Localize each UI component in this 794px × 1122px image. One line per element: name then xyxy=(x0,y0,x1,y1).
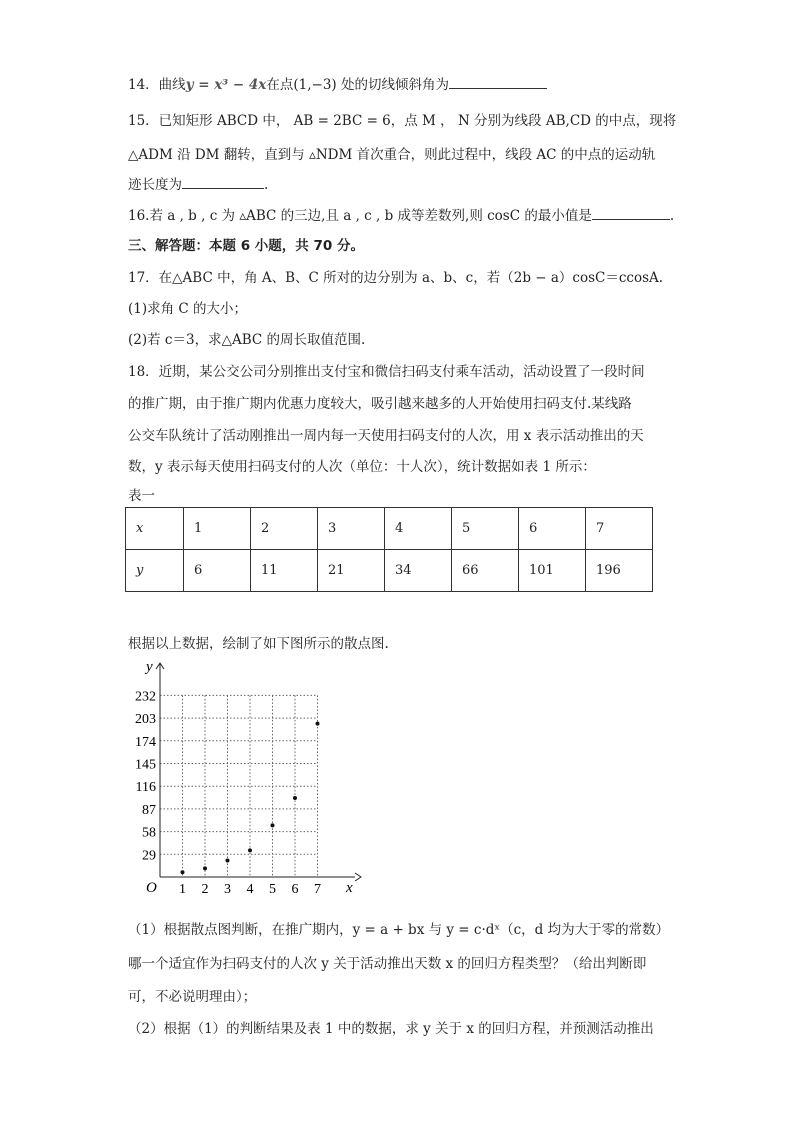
table-cell: 5 xyxy=(452,508,519,550)
q14-label: 14．曲线 xyxy=(128,77,186,93)
table-cell: 1 xyxy=(184,508,251,550)
table-cell: 7 xyxy=(586,508,653,550)
y-tick-label: 116 xyxy=(135,780,156,796)
table-cell: 66 xyxy=(452,550,519,592)
origin-label: O xyxy=(146,880,157,895)
table-cell: 6 xyxy=(519,508,586,550)
data-table xyxy=(125,507,653,592)
y-axis-label: y xyxy=(146,659,153,675)
table-cell: 3 xyxy=(318,508,385,550)
q18-sub2-line1: （2）根据（1）的判断结果及表 1 中的数据，求 y 关于 x 的回归方程，并预测活动推出 xyxy=(128,1021,654,1037)
q18-line3: 公交车队统计了活动刚推出一周内每一天使用扫码支付的人次，用 x 表示活动推出的天 xyxy=(128,428,644,444)
table-cell: 101 xyxy=(519,550,586,592)
q18-line2: 的推广期，由于推广期内优惠力度较大，吸引越来越多的人开始使用扫码支付.某线路 xyxy=(128,396,632,412)
x-tick-label: 6 xyxy=(291,882,299,895)
section-heading: 三、解答题：本题 6 小题，共 70 分。 xyxy=(128,238,364,254)
y-tick-label: 145 xyxy=(135,757,156,773)
y-tick-label: 58 xyxy=(142,825,156,841)
q18-line1: 18．近期，某公交公司分别推出支付宝和微信扫码支付乘车活动，活动设置了一段时间 xyxy=(128,364,645,380)
x-tick-label: 7 xyxy=(314,882,321,895)
answer-blank xyxy=(592,207,670,220)
q15-line2: △ADM 沿 DM 翻转，直到与 ▵NDM 首次重合，则此过程中，线段 AC 的中点的运动轨 xyxy=(128,147,656,163)
q18-sub1-line1: （1）根据散点图判断，在推广期内，y = a + bx 与 y = c·dˣ（c，d 均为大于零的常数） xyxy=(128,922,670,938)
data-point xyxy=(181,870,185,874)
x-axis-label: x xyxy=(346,880,353,895)
answer-blank xyxy=(449,76,547,89)
data-point xyxy=(203,866,207,870)
q15-end: . xyxy=(264,177,269,193)
question-14 xyxy=(128,73,547,93)
y-tick-label: 87 xyxy=(142,802,156,818)
data-point xyxy=(248,848,252,852)
table-cell: 196 xyxy=(586,550,653,592)
y-tick-label: 232 xyxy=(135,689,156,705)
table-cell: 34 xyxy=(385,550,452,592)
table-row xyxy=(126,508,653,550)
question-16 xyxy=(128,204,674,224)
table-header-cell: x xyxy=(126,508,184,550)
x-tick-label: 5 xyxy=(269,882,276,895)
q16-text: 16.若 a , b , c 为 ▵ABC 的三边,且 a , c , b 成等差数列,则 cosC 的最小值是 xyxy=(128,208,592,224)
table-cell: 2 xyxy=(251,508,318,550)
scatter-chart xyxy=(130,655,370,895)
chart-intro: 根据以上数据，绘制了如下图所示的散点图. xyxy=(128,636,389,652)
data-point xyxy=(293,796,297,800)
q17-line1: 17．在△ABC 中，角 A、B、C 所对的边分别为 a、b、c，若（2b − a）cosC＝ccosA. xyxy=(128,270,664,286)
x-tick-label: 2 xyxy=(201,882,209,895)
x-tick-label: 4 xyxy=(246,882,254,895)
table-cell: 4 xyxy=(385,508,452,550)
x-tick-label: 1 xyxy=(179,882,186,895)
data-point xyxy=(226,859,230,863)
y-tick-label: 174 xyxy=(135,734,156,750)
data-point xyxy=(316,722,320,726)
q15-line3 xyxy=(128,173,268,193)
answer-blank xyxy=(182,176,264,189)
q18-line4: 数，y 表示每天使用扫码支付的人次（单位：十人次），统计数据如表 1 所示： xyxy=(128,459,596,475)
q15-line1: 15．已知矩形 ABCD 中， AB = 2BC = 6，点 M ， N 分别为线段 AB,CD 的中点，现将 xyxy=(128,113,677,129)
q17-part2: (2)若 c＝3，求△ABC 的周长取值范围. xyxy=(128,332,366,348)
q15-text: 迹长度为 xyxy=(128,177,182,193)
x-tick-label: 3 xyxy=(224,882,231,895)
y-tick-label: 29 xyxy=(142,848,156,864)
table-cell: 11 xyxy=(251,550,318,592)
table-cell: 21 xyxy=(318,550,385,592)
table-row xyxy=(126,550,653,592)
q18-sub1-line3: 可，不必说明理由）； xyxy=(128,989,257,1005)
q17-part1: (1)求角 C 的大小； xyxy=(128,301,248,317)
q14-formula: y = x³ − 4x xyxy=(185,77,267,93)
table-header-cell: y xyxy=(126,550,184,592)
q18-sub1-line2: 哪一个适宜作为扫码支付的人次 y 关于活动推出天数 x 的回归方程类型？（给出判断即 xyxy=(128,956,647,972)
table-caption: 表一 xyxy=(128,488,155,504)
q16-end: . xyxy=(669,208,675,224)
x-axis-arrow-icon xyxy=(355,873,361,881)
y-tick-label: 203 xyxy=(135,712,156,728)
q14-text: 在点(1,−3) 处的切线倾斜角为 xyxy=(266,77,449,93)
data-point xyxy=(271,823,275,827)
table-cell: 6 xyxy=(184,550,251,592)
